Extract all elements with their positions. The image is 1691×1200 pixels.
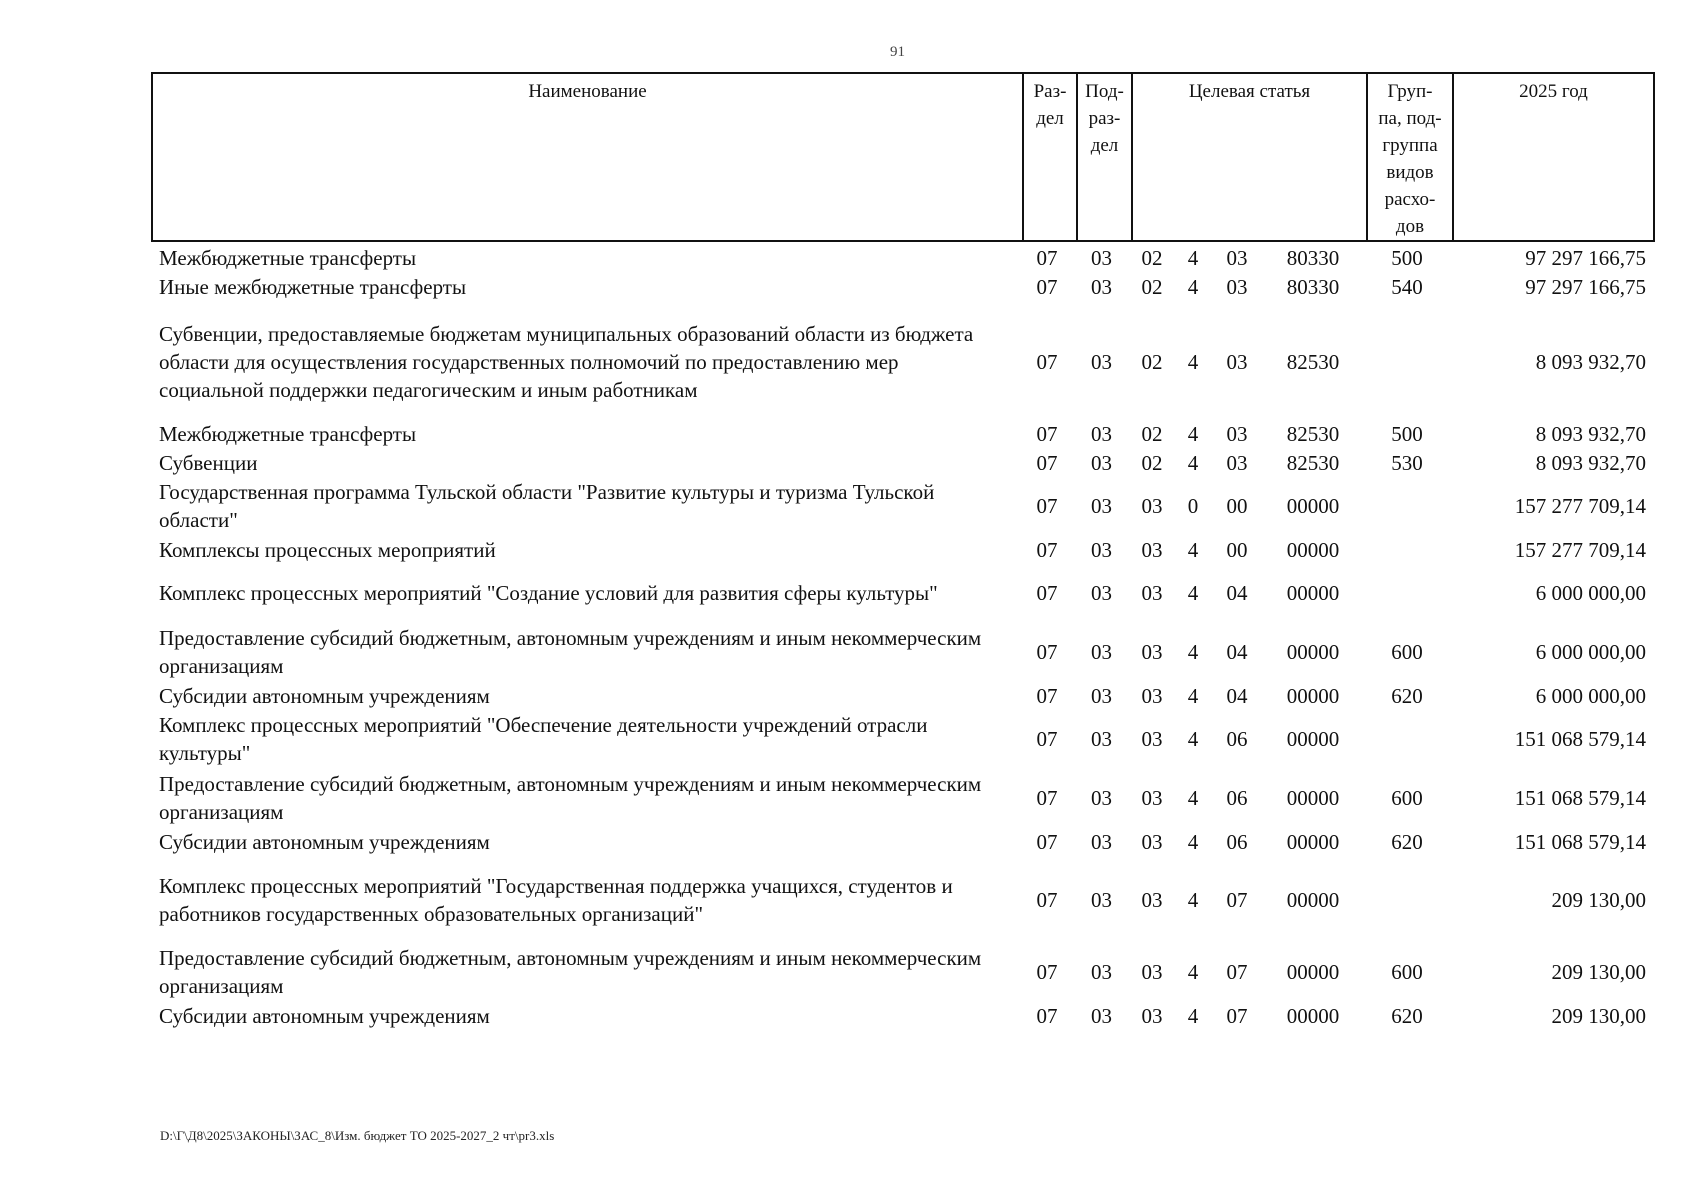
row-razdel: 07: [1036, 538, 1058, 562]
row-tselevaya-direction: 00000: [1286, 960, 1340, 984]
row-tselevaya-direction: 00000: [1286, 581, 1340, 605]
row-podrazdel: 03: [1091, 786, 1112, 810]
table-row: [151, 711, 1655, 767]
row-tselevaya-element: 03: [1226, 451, 1248, 475]
row-tselevaya-element: 03: [1226, 246, 1248, 270]
row-tselevaya-direction: 82530: [1286, 451, 1340, 475]
row-tselevaya-direction: 80330: [1286, 275, 1340, 299]
row-tselevaya-direction: 00000: [1286, 684, 1340, 708]
header-podrazdel-line: дел: [1090, 135, 1119, 156]
row-tselevaya-type: 4: [1187, 960, 1199, 984]
row-sum: 6 000 000,00: [1535, 684, 1646, 708]
row-tselevaya-type: 4: [1187, 538, 1199, 562]
table-row: [151, 449, 1655, 477]
row-razdel: 07: [1036, 830, 1058, 854]
header-year-label: 2025 год: [1519, 81, 1588, 102]
row-sum: 151 068 579,14: [1514, 727, 1646, 751]
row-tselevaya-program: 02: [1141, 451, 1163, 475]
header-year: [1452, 74, 1653, 240]
row-podrazdel: 03: [1091, 581, 1112, 605]
table-row: [151, 478, 1655, 534]
row-tselevaya-program: 03: [1141, 888, 1163, 912]
row-tselevaya-element: 03: [1226, 422, 1248, 446]
row-podrazdel: 03: [1091, 888, 1112, 912]
row-tselevaya-direction: 00000: [1286, 494, 1340, 518]
row-tselevaya-direction: 80330: [1286, 246, 1340, 270]
row-tselevaya-direction: 00000: [1286, 786, 1340, 810]
row-tselevaya-direction: 00000: [1286, 830, 1340, 854]
table-row: [151, 317, 1655, 407]
header-tselevaya: [1131, 74, 1366, 240]
row-razdel: 07: [1036, 350, 1058, 374]
row-name: Субвенции, предоставляемые бюджетам муниципальных образований области из бюджета области для осуществления государственных полномочий по предоставлению мер социальной поддержки педагогическим и иным работникам: [159, 322, 974, 402]
row-name: Межбюджетные трансферты: [159, 422, 417, 446]
row-tselevaya-type: 4: [1187, 786, 1199, 810]
header-vid-line: Груп-: [1387, 81, 1433, 102]
row-tselevaya-element: 06: [1226, 830, 1248, 854]
row-tselevaya-element: 06: [1226, 786, 1248, 810]
row-razdel: 07: [1036, 888, 1058, 912]
row-podrazdel: 03: [1091, 275, 1112, 299]
header-vid-line: расхо-: [1384, 189, 1436, 210]
row-tselevaya-element: 07: [1226, 1004, 1248, 1028]
row-razdel: 07: [1036, 1004, 1058, 1028]
row-vid-raskhodov: [1364, 317, 1450, 407]
row-tselevaya-type: 4: [1187, 888, 1199, 912]
row-tselevaya-direction: 00000: [1286, 640, 1340, 664]
row-vid-raskhodov: [1364, 711, 1450, 767]
row-razdel: 07: [1036, 275, 1058, 299]
row-podrazdel: 03: [1091, 422, 1112, 446]
row-name: Иные межбюджетные трансферты: [159, 275, 467, 299]
row-razdel: 07: [1036, 640, 1058, 664]
row-razdel: 07: [1036, 684, 1058, 708]
row-name: Субвенции: [159, 451, 258, 475]
row-name: Субсидии автономным учреждениям: [159, 830, 490, 854]
row-tselevaya-program: 03: [1141, 684, 1163, 708]
row-podrazdel: 03: [1091, 538, 1112, 562]
row-tselevaya-program: 03: [1141, 727, 1163, 751]
page-number: 91: [890, 44, 905, 60]
row-podrazdel: 03: [1091, 960, 1112, 984]
row-tselevaya-program: 03: [1141, 640, 1163, 664]
row-name: Предоставление субсидий бюджетным, автономным учреждениям и иным некоммерческим организациям: [159, 946, 982, 998]
row-razdel: 07: [1036, 581, 1058, 605]
row-sum: 157 277 709,14: [1514, 494, 1646, 518]
row-tselevaya-program: 03: [1141, 960, 1163, 984]
row-razdel: 07: [1036, 786, 1058, 810]
row-vid-raskhodov: 530: [1391, 451, 1423, 475]
row-sum: 97 297 166,75: [1525, 246, 1646, 270]
row-tselevaya-direction: 00000: [1286, 1004, 1340, 1028]
row-name: Предоставление субсидий бюджетным, автономным учреждениям и иным некоммерческим организациям: [159, 626, 982, 678]
row-vid-raskhodov: 620: [1391, 1004, 1423, 1028]
row-vid-raskhodov: 620: [1391, 830, 1423, 854]
row-vid-raskhodov: [1364, 536, 1450, 564]
row-tselevaya-element: 04: [1226, 640, 1248, 664]
row-tselevaya-program: 03: [1141, 538, 1163, 562]
row-vid-raskhodov: 600: [1391, 960, 1423, 984]
row-podrazdel: 03: [1091, 451, 1112, 475]
row-sum: 8 093 932,70: [1535, 451, 1646, 475]
header-name-label: Наименование: [528, 81, 647, 102]
row-vid-raskhodov: 600: [1391, 786, 1423, 810]
row-sum: 209 130,00: [1551, 888, 1646, 912]
row-tselevaya-type: 4: [1187, 640, 1199, 664]
row-razdel: 07: [1036, 246, 1058, 270]
row-name: Предоставление субсидий бюджетным, автономным учреждениям и иным некоммерческим организациям: [159, 772, 982, 824]
row-razdel: 07: [1036, 422, 1058, 446]
row-tselevaya-element: 00: [1226, 494, 1248, 518]
row-tselevaya-type: 4: [1187, 422, 1199, 446]
row-podrazdel: 03: [1091, 640, 1112, 664]
header-razdel: [1022, 74, 1076, 240]
row-tselevaya-element: 03: [1226, 350, 1248, 374]
row-name: Субсидии автономным учреждениям: [159, 684, 490, 708]
row-tselevaya-element: 07: [1226, 888, 1248, 912]
row-podrazdel: 03: [1091, 727, 1112, 751]
row-tselevaya-element: 06: [1226, 727, 1248, 751]
table-row: [151, 682, 1655, 710]
row-podrazdel: 03: [1091, 350, 1112, 374]
row-name: Комплексы процессных мероприятий: [159, 538, 496, 562]
row-name: Межбюджетные трансферты: [159, 246, 417, 270]
row-tselevaya-program: 03: [1141, 1004, 1163, 1028]
row-tselevaya-element: 07: [1226, 960, 1248, 984]
row-name: Государственная программа Тульской области "Развитие культуры и туризма Тульской области": [159, 480, 935, 532]
row-tselevaya-type: 4: [1187, 1004, 1199, 1028]
header-razdel-line: дел: [1036, 108, 1064, 129]
footer-file-path: D:\Г\Д8\2025\ЗАКОНЫ\ЗАС_8\Изм. бюджет ТО 2025-2027_2 чт\pr3.xls: [160, 1128, 555, 1143]
row-sum: 8 093 932,70: [1535, 350, 1646, 374]
row-vid-raskhodov: 620: [1391, 684, 1423, 708]
row-tselevaya-direction: 82530: [1286, 422, 1340, 446]
header-vid-raskhodov: [1366, 74, 1452, 240]
row-sum: 157 277 709,14: [1514, 538, 1646, 562]
row-tselevaya-direction: 00000: [1286, 888, 1340, 912]
header-podrazdel: [1076, 74, 1131, 240]
header-vid-line: видов: [1386, 162, 1434, 183]
row-sum: 6 000 000,00: [1535, 581, 1646, 605]
header-name: [153, 74, 1022, 240]
row-tselevaya-program: 02: [1141, 350, 1163, 374]
row-razdel: 07: [1036, 960, 1058, 984]
row-vid-raskhodov: [1364, 565, 1450, 621]
row-tselevaya-element: 04: [1226, 684, 1248, 708]
row-sum: 6 000 000,00: [1535, 640, 1646, 664]
row-tselevaya-element: 00: [1226, 538, 1248, 562]
header-tselevaya-label: Целевая статья: [1188, 81, 1311, 102]
row-tselevaya-type: 4: [1187, 727, 1199, 751]
row-sum: 151 068 579,14: [1514, 786, 1646, 810]
row-tselevaya-direction: 00000: [1286, 538, 1340, 562]
row-name: Комплекс процессных мероприятий "Государственная поддержка учащихся, студентов и работников государственных образовательных организаций": [159, 874, 953, 926]
row-vid-raskhodov: 600: [1391, 640, 1423, 664]
header-vid-line: па, под-: [1378, 108, 1442, 129]
row-tselevaya-program: 02: [1141, 246, 1163, 270]
table-row: [151, 770, 1655, 826]
row-tselevaya-type: 4: [1187, 275, 1199, 299]
row-sum: 97 297 166,75: [1525, 275, 1646, 299]
row-tselevaya-program: 03: [1141, 830, 1163, 854]
row-razdel: 07: [1036, 494, 1058, 518]
row-podrazdel: 03: [1091, 1004, 1112, 1028]
table-row: [151, 1002, 1655, 1030]
header-podrazdel-line: Под-: [1085, 81, 1124, 102]
row-name: Субсидии автономным учреждениям: [159, 1004, 490, 1028]
header-vid-line: дов: [1395, 216, 1425, 237]
row-name: Комплекс процессных мероприятий "Обеспечение деятельности учреждений отрасли культуры": [159, 713, 928, 765]
row-vid-raskhodov: 500: [1391, 246, 1423, 270]
row-tselevaya-direction: 82530: [1286, 350, 1340, 374]
table-header: [151, 72, 1655, 242]
header-razdel-line: Раз-: [1033, 81, 1067, 102]
table-row: [151, 420, 1655, 448]
table-row: [151, 624, 1655, 680]
row-sum: 209 130,00: [1551, 960, 1646, 984]
row-podrazdel: 03: [1091, 830, 1112, 854]
table-row: [151, 273, 1655, 301]
row-tselevaya-program: 03: [1141, 494, 1163, 518]
row-tselevaya-program: 02: [1141, 275, 1163, 299]
row-tselevaya-element: 04: [1226, 581, 1248, 605]
table-row: [151, 944, 1655, 1000]
row-tselevaya-program: 03: [1141, 581, 1163, 605]
row-vid-raskhodov: [1364, 478, 1450, 534]
row-vid-raskhodov: 500: [1391, 422, 1423, 446]
row-tselevaya-program: 03: [1141, 786, 1163, 810]
header-podrazdel-line: раз-: [1088, 108, 1121, 129]
table-row: [151, 870, 1655, 930]
row-tselevaya-type: 0: [1187, 494, 1199, 518]
table-row: [151, 244, 1655, 272]
row-tselevaya-type: 4: [1187, 246, 1199, 270]
row-podrazdel: 03: [1091, 246, 1112, 270]
row-tselevaya-type: 4: [1187, 350, 1199, 374]
row-tselevaya-type: 4: [1187, 684, 1199, 708]
row-tselevaya-direction: 00000: [1286, 727, 1340, 751]
row-tselevaya-program: 02: [1141, 422, 1163, 446]
row-podrazdel: 03: [1091, 684, 1112, 708]
row-razdel: 07: [1036, 451, 1058, 475]
row-podrazdel: 03: [1091, 494, 1112, 518]
row-vid-raskhodov: [1364, 870, 1450, 930]
row-tselevaya-type: 4: [1187, 581, 1199, 605]
row-sum: 8 093 932,70: [1535, 422, 1646, 446]
table-row: [151, 828, 1655, 856]
row-sum: 151 068 579,14: [1514, 830, 1646, 854]
row-name: Комплекс процессных мероприятий "Создание условий для развития сферы культуры": [159, 581, 938, 605]
table-row: [151, 565, 1655, 621]
row-tselevaya-type: 4: [1187, 451, 1199, 475]
row-sum: 209 130,00: [1551, 1004, 1646, 1028]
row-tselevaya-type: 4: [1187, 830, 1199, 854]
row-vid-raskhodov: 540: [1391, 275, 1423, 299]
table-row: [151, 536, 1655, 564]
header-vid-line: группа: [1382, 135, 1438, 156]
row-razdel: 07: [1036, 727, 1058, 751]
row-tselevaya-element: 03: [1226, 275, 1248, 299]
